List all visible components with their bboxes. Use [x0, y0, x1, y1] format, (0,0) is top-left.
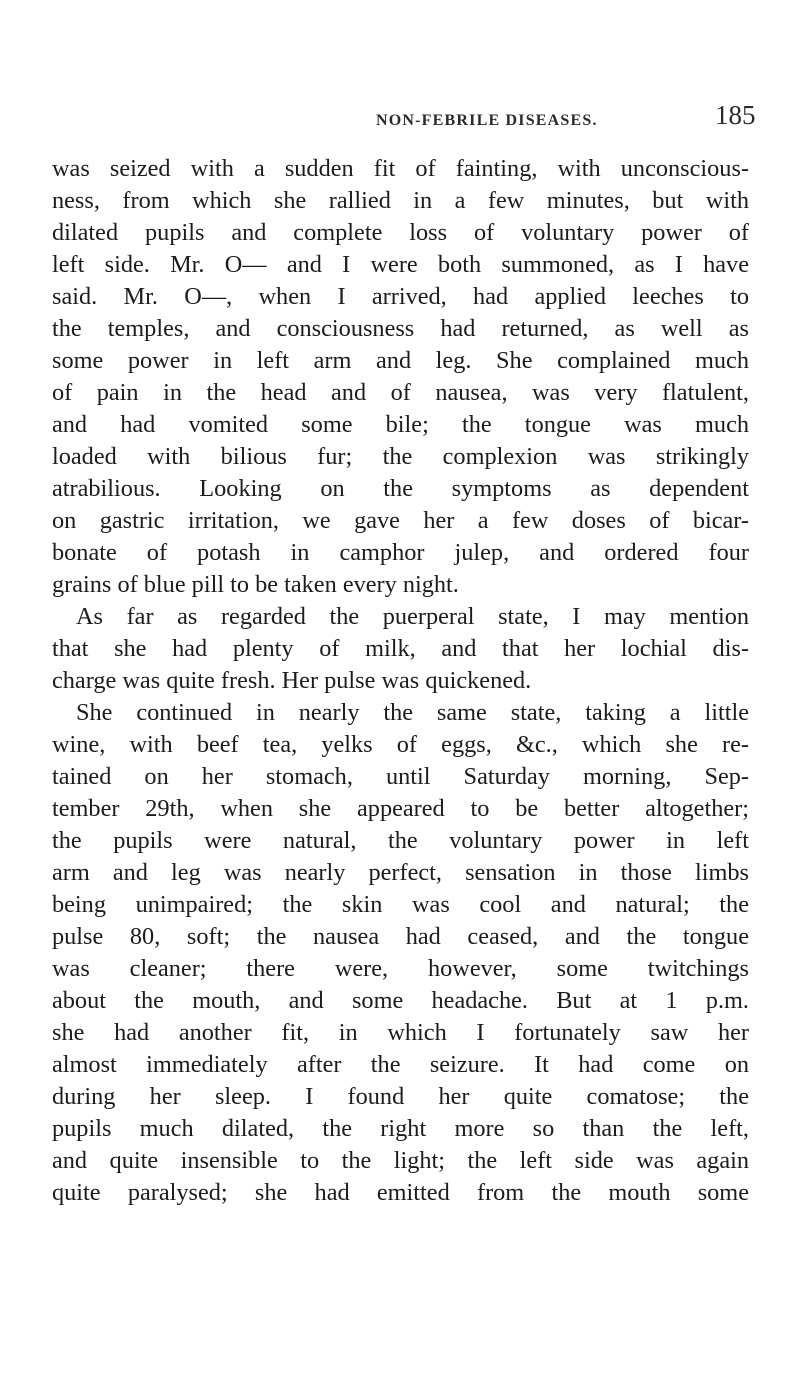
text-line: left side. Mr. O— and I were both summoned, as I have — [52, 251, 749, 278]
text-line: quite paralysed; she had emitted from the mouth some — [52, 1179, 749, 1206]
text-line: on gastric irritation, we gave her a few doses of bicar- — [52, 507, 749, 534]
text-line: ness, from which she rallied in a few minutes, but with — [52, 187, 749, 214]
text-line: was seized with a sudden fit of fainting, with unconscious- — [52, 155, 749, 182]
text-line: about the mouth, and some headache. But at 1 p.m. — [52, 987, 749, 1014]
text-line: tember 29th, when she appeared to be better altogether; — [52, 795, 749, 822]
text-line: and quite insensible to the light; the left side was again — [52, 1147, 749, 1174]
text-line: grains of blue pill to be taken every night. — [52, 571, 459, 598]
text-line: being unimpaired; the skin was cool and natural; the — [52, 891, 749, 918]
text-line: charge was quite fresh. Her pulse was quickened. — [52, 667, 532, 694]
text-line: pulse 80, soft; the nausea had ceased, and the tongue — [52, 923, 749, 950]
running-head-title: NON-FEBRILE DISEASES. — [376, 112, 598, 129]
text-line: wine, with beef tea, yelks of eggs, &c., which she re- — [52, 731, 749, 758]
text-line: dilated pupils and complete loss of voluntary power of — [52, 219, 749, 246]
text-line: She continued in nearly the same state, taking a little — [76, 699, 749, 726]
text-line: arm and leg was nearly perfect, sensation in those limbs — [52, 859, 749, 886]
text-line: the temples, and consciousness had returned, as well as — [52, 315, 749, 342]
text-line: some power in left arm and leg. She complained much — [52, 347, 749, 374]
text-line: said. Mr. O—, when I arrived, had applied leeches to — [52, 283, 749, 310]
text-line: was cleaner; there were, however, some twitchings — [52, 955, 749, 982]
text-line: that she had plenty of milk, and that her lochial dis- — [52, 635, 749, 662]
text-line: during her sleep. I found her quite comatose; the — [52, 1083, 749, 1110]
page-number: 185 — [715, 100, 756, 130]
text-line: she had another fit, in which I fortunately saw her — [52, 1019, 749, 1046]
text-line: loaded with bilious fur; the complexion was strikingly — [52, 443, 749, 470]
text-line: bonate of potash in camphor julep, and ordered four — [52, 539, 749, 566]
text-line: almost immediately after the seizure. It had come on — [52, 1051, 749, 1078]
text-line: atrabilious. Looking on the symptoms as dependent — [52, 475, 749, 502]
text-line: tained on her stomach, until Saturday morning, Sep- — [52, 763, 749, 790]
text-line: pupils much dilated, the right more so than the left, — [52, 1115, 749, 1142]
text-line: As far as regarded the puerperal state, I may mention — [76, 603, 749, 630]
text-line: of pain in the head and of nausea, was very flatulent, — [52, 379, 749, 406]
text-line: and had vomited some bile; the tongue was much — [52, 411, 749, 438]
text-line: the pupils were natural, the voluntary power in left — [52, 827, 749, 854]
